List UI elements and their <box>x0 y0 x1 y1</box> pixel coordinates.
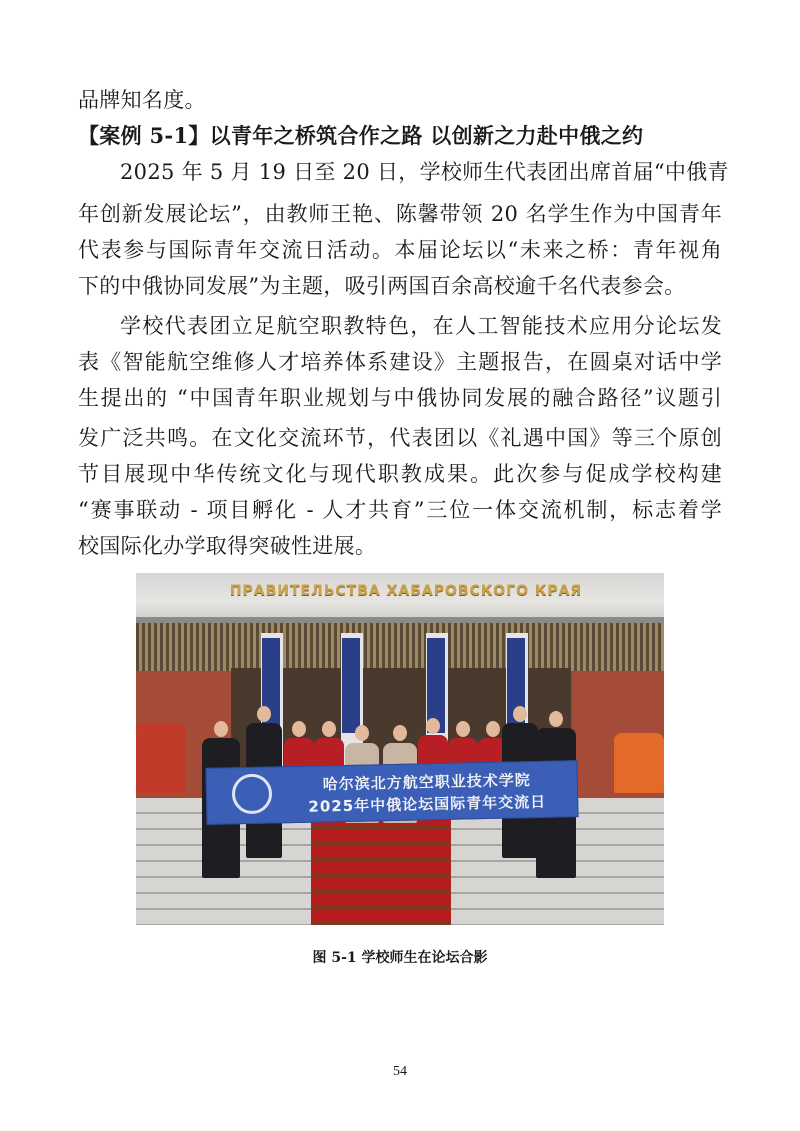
paragraph-continuation: 品牌知名度。 <box>78 88 206 112</box>
background-performers <box>136 723 186 793</box>
person-head <box>456 721 470 737</box>
person-head <box>214 721 228 737</box>
banner-line-2: 2025年中俄论坛国际青年交流日 <box>308 792 547 816</box>
paragraph-2-line-4: 发广泛共鸣。在文化交流环节，代表团以《礼遇中国》等三个原创 <box>78 426 722 450</box>
case-label: 【案例 5-1】 <box>78 123 210 148</box>
person-head <box>426 718 440 734</box>
paragraph-1-line-2: 年创新发展论坛”，由教师王艳、陈馨带领 20 名学生作为中国青年 <box>78 202 722 226</box>
person-head <box>292 721 306 737</box>
page-number: 54 <box>393 1064 407 1079</box>
banner-line-1: 哈尔滨北方航空职业技术学院 <box>322 771 531 794</box>
person-head <box>355 725 369 741</box>
building-sign-text: ПРАВИТЕЛЬСТВА ХАБАРОВСКОГО КРАЯ <box>229 583 583 599</box>
photo-building-sign <box>136 573 664 621</box>
paragraph-2-line-3: 生提出的 “中国青年职业规划与中俄协同发展的融合路径”议题引 <box>78 386 722 410</box>
person-head <box>549 711 563 727</box>
photo-ledge <box>136 617 664 623</box>
case-heading <box>78 118 722 154</box>
person-head <box>486 721 500 737</box>
paragraph-2-line-6: “赛事联动 - 项目孵化 - 人才共育”三位一体交流机制，标志着学 <box>78 498 722 522</box>
paragraph-2-line-1: 学校代表团立足航空职教特色，在人工智能技术应用分论坛发 <box>120 314 722 338</box>
person-head <box>322 721 336 737</box>
person-head <box>393 725 407 741</box>
paragraph-2-line-7: 校国际化办学取得突破性进展。 <box>78 534 377 558</box>
background-performers <box>614 733 664 793</box>
paragraph-2-line-2: 表《智能航空维修人才培养体系建设》主题报告，在圆桌对话中学 <box>78 350 722 374</box>
paragraph-1-line-4: 下的中俄协同发展”为主题，吸引两国百余高校逾千名代表参会。 <box>78 274 686 298</box>
group-photo <box>136 573 664 925</box>
paragraph-1-line-1: 2025 年 5 月 19 日至 20 日，学校师生代表团出席首届“中俄青 <box>120 160 729 184</box>
paragraph-1-line-3: 代表参与国际青年交流日活动。本届论坛以“未来之桥：青年视角 <box>78 238 722 262</box>
photo-school-banner <box>205 760 578 825</box>
photo-vertical-banner <box>342 638 360 733</box>
school-logo-icon <box>232 774 273 815</box>
paragraph-2-line-5: 节目展现中华传统文化与现代职教成果。此次参与促成学校构建 <box>78 462 722 486</box>
person-head <box>257 706 271 722</box>
photo-ceiling <box>136 623 664 671</box>
person-head <box>513 706 527 722</box>
figure-caption: 图 5-1 学校师生在论坛合影 <box>312 950 488 966</box>
case-title: 以青年之桥筑合作之路 以创新之力赴中俄之约 <box>209 123 644 148</box>
